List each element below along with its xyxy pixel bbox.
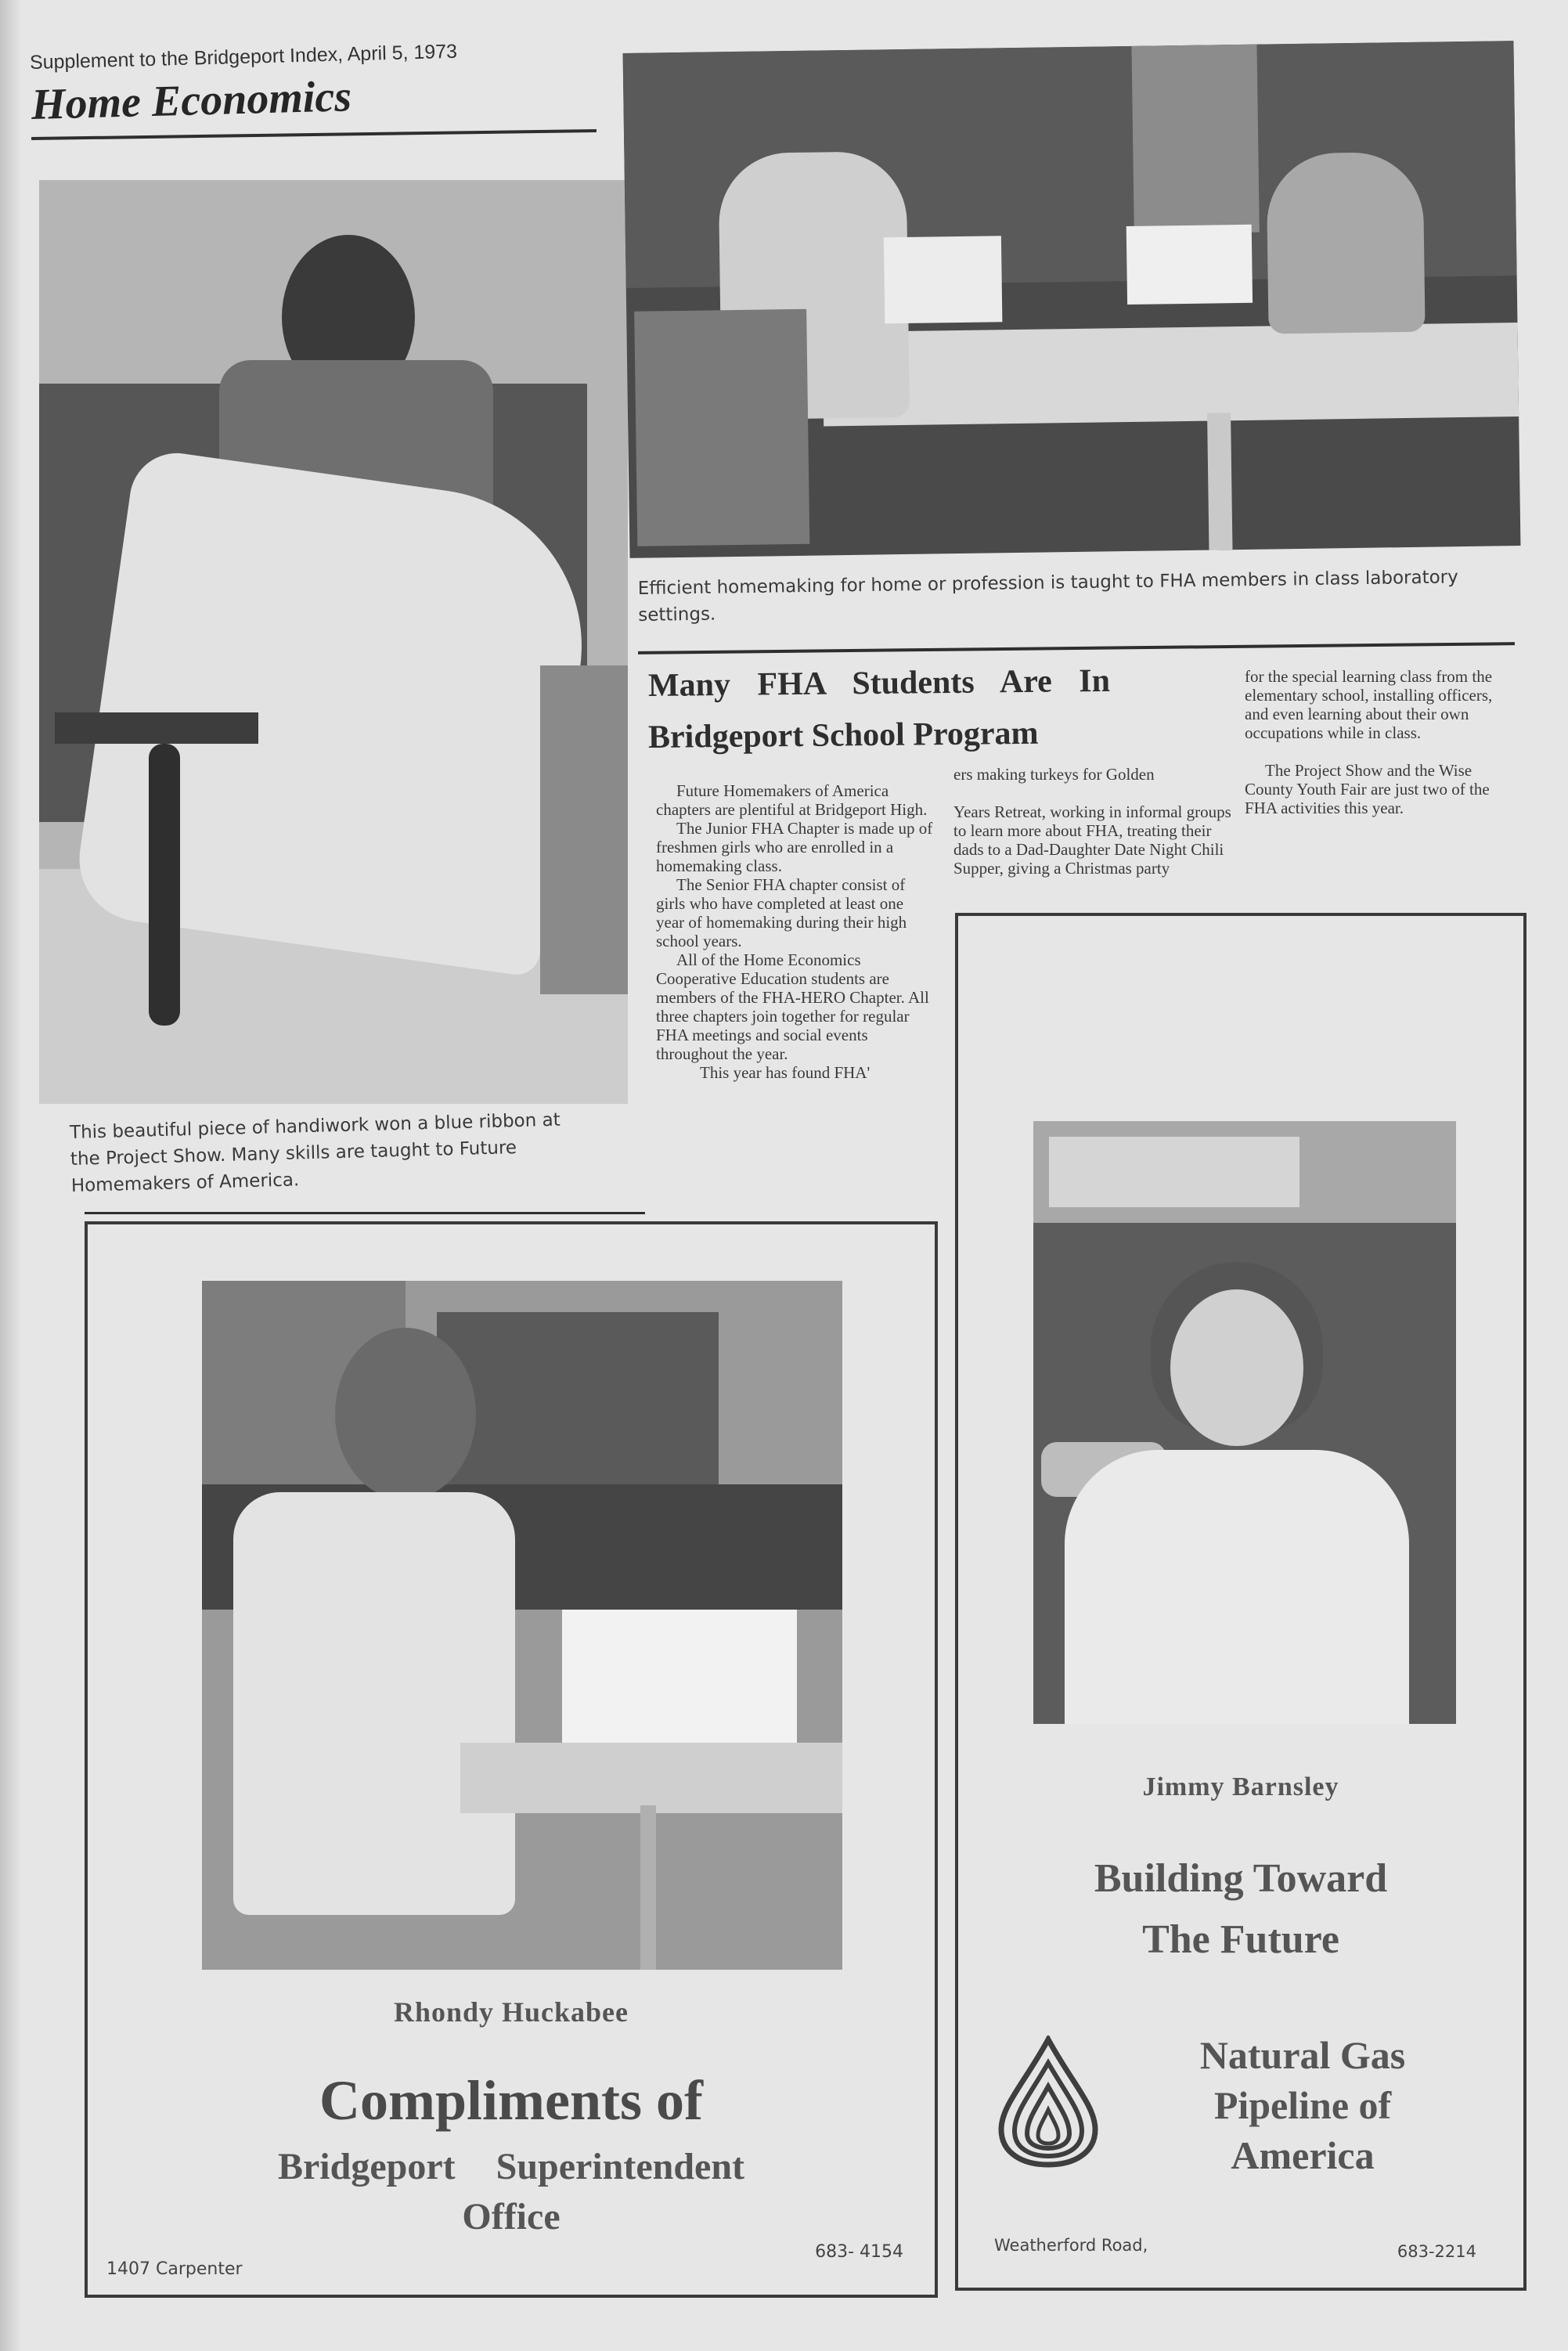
- flame-logo-icon: [997, 2035, 1099, 2169]
- student-head-shape: [335, 1328, 476, 1500]
- article-paragraph: All of the Home Economics Cooperative Education students are members of the FHA-HERO Chapter. All three chapters join together for regular FHA meetings and social events throughout the year.: [656, 950, 929, 1063]
- article-headline-line-2: Bridgeport School Program: [647, 715, 1039, 755]
- student-body-shape: [233, 1492, 515, 1915]
- photo-typing-student: [202, 1281, 842, 1970]
- article-column-1: [656, 781, 934, 1220]
- ad-right-address: Weatherford Road,: [994, 2236, 1148, 2255]
- photo-handiwork: [39, 180, 628, 1104]
- supplement-line: Supplement to the Bridgeport Index, April 5, 1973: [29, 40, 458, 74]
- lab-table-leg-shape: [1207, 413, 1232, 550]
- ad-right-person-name: Jimmy Barnsley: [1142, 1772, 1339, 1801]
- ad-right-slogan-line-2: The Future: [1142, 1917, 1339, 1962]
- books-shape: [1049, 1137, 1299, 1207]
- left-column-rule: [85, 1212, 645, 1214]
- sewing-machine-one-shape: [884, 236, 1003, 323]
- ad-superintendent-office: [85, 1221, 938, 2298]
- ad-right-company-line-1: Natural Gas: [1199, 2033, 1406, 2077]
- photo-jimmy-barnsley: [1033, 1121, 1456, 1724]
- header-rule: [31, 129, 597, 140]
- ad-right-phone: 683-2214: [1397, 2242, 1476, 2261]
- sewing-machine-two-shape: [1126, 225, 1253, 305]
- ad-right-company-line-3: America: [1231, 2133, 1375, 2177]
- ad-left-sponsor-line-1: Bridgeport Superintendent: [277, 2146, 745, 2187]
- typewriter-shape: [562, 1610, 797, 1743]
- article-headline-line-1: Many FHA Students Are In: [647, 662, 1111, 704]
- article-paragraph: Future Homemakers of America chapters are plentiful at Bridgeport High.: [656, 781, 928, 819]
- page-fold-shadow: [0, 0, 22, 2351]
- photo-sewing-lab: [623, 41, 1521, 558]
- student-two-shape: [1266, 152, 1425, 334]
- ad-left-phone: 683- 4154: [815, 2242, 903, 2262]
- section-title: Home Economics: [31, 72, 352, 129]
- window-shape: [437, 1312, 719, 1484]
- article-paragraph: The Junior FHA Chapter is made up of freshmen girls who are enrolled in a homemaking class.: [656, 819, 933, 875]
- ad-left-person-name: Rhondy Huckabee: [393, 1996, 629, 2028]
- lab-table-shape: [823, 323, 1519, 426]
- ad-right-slogan-line-1: Building Toward: [1094, 1856, 1388, 1901]
- article-paragraph: The Project Show and the Wise County Youth Fair are just two of the FHA activities this year.: [1245, 761, 1490, 817]
- chair-shape: [634, 309, 809, 546]
- boy-shirt-shape: [1065, 1450, 1409, 1724]
- ad-left-address: 1407 Carpenter: [106, 2259, 243, 2279]
- desk-leg-shape: [640, 1805, 656, 1970]
- desk-shape: [460, 1743, 842, 1813]
- chair-right-shape: [540, 665, 628, 994]
- ad-left-headline: Compliments of: [319, 2069, 703, 2132]
- article-continuation: ers making turkeys for Golden: [953, 765, 1155, 784]
- ad-right-company-line-2: Pipeline of: [1213, 2083, 1392, 2127]
- ad-natural-gas-pipeline: [955, 913, 1527, 2291]
- article-paragraph: The Senior FHA chapter consist of girls who have completed at least one year of homemaking during their high school years.: [656, 875, 907, 950]
- article-column-3: [1245, 667, 1503, 894]
- stool-shape: [55, 712, 258, 744]
- caption-handiwork: This beautiful piece of handiwork won a blue ribbon at the Project Show. Many skills are taught to Future Homemakers of America.: [69, 1109, 561, 1196]
- stool-leg-shape: [149, 744, 180, 1026]
- caption-sewing-lab: Efficient homemaking for home or profession is taught to FHA members in class laboratory settings.: [637, 567, 1458, 626]
- boy-face-shape: [1170, 1289, 1303, 1446]
- lab-window-shape: [1131, 45, 1259, 234]
- article-column-2: [953, 765, 1235, 914]
- article-paragraph: Years Retreat, working in informal groups to learn more about FHA, treating their dads to a Dad-Daughter Date Night Chili Supper, giving a Christmas party: [953, 802, 1231, 878]
- article-paragraph: for the special learning class from the elementary school, installing officers, and even learning about their own occupations while in class.: [1245, 667, 1493, 742]
- article-paragraph: This year has found FHA': [700, 1063, 871, 1082]
- article-top-rule: [638, 642, 1515, 654]
- ad-left-sponsor-line-2: Office: [462, 2196, 561, 2237]
